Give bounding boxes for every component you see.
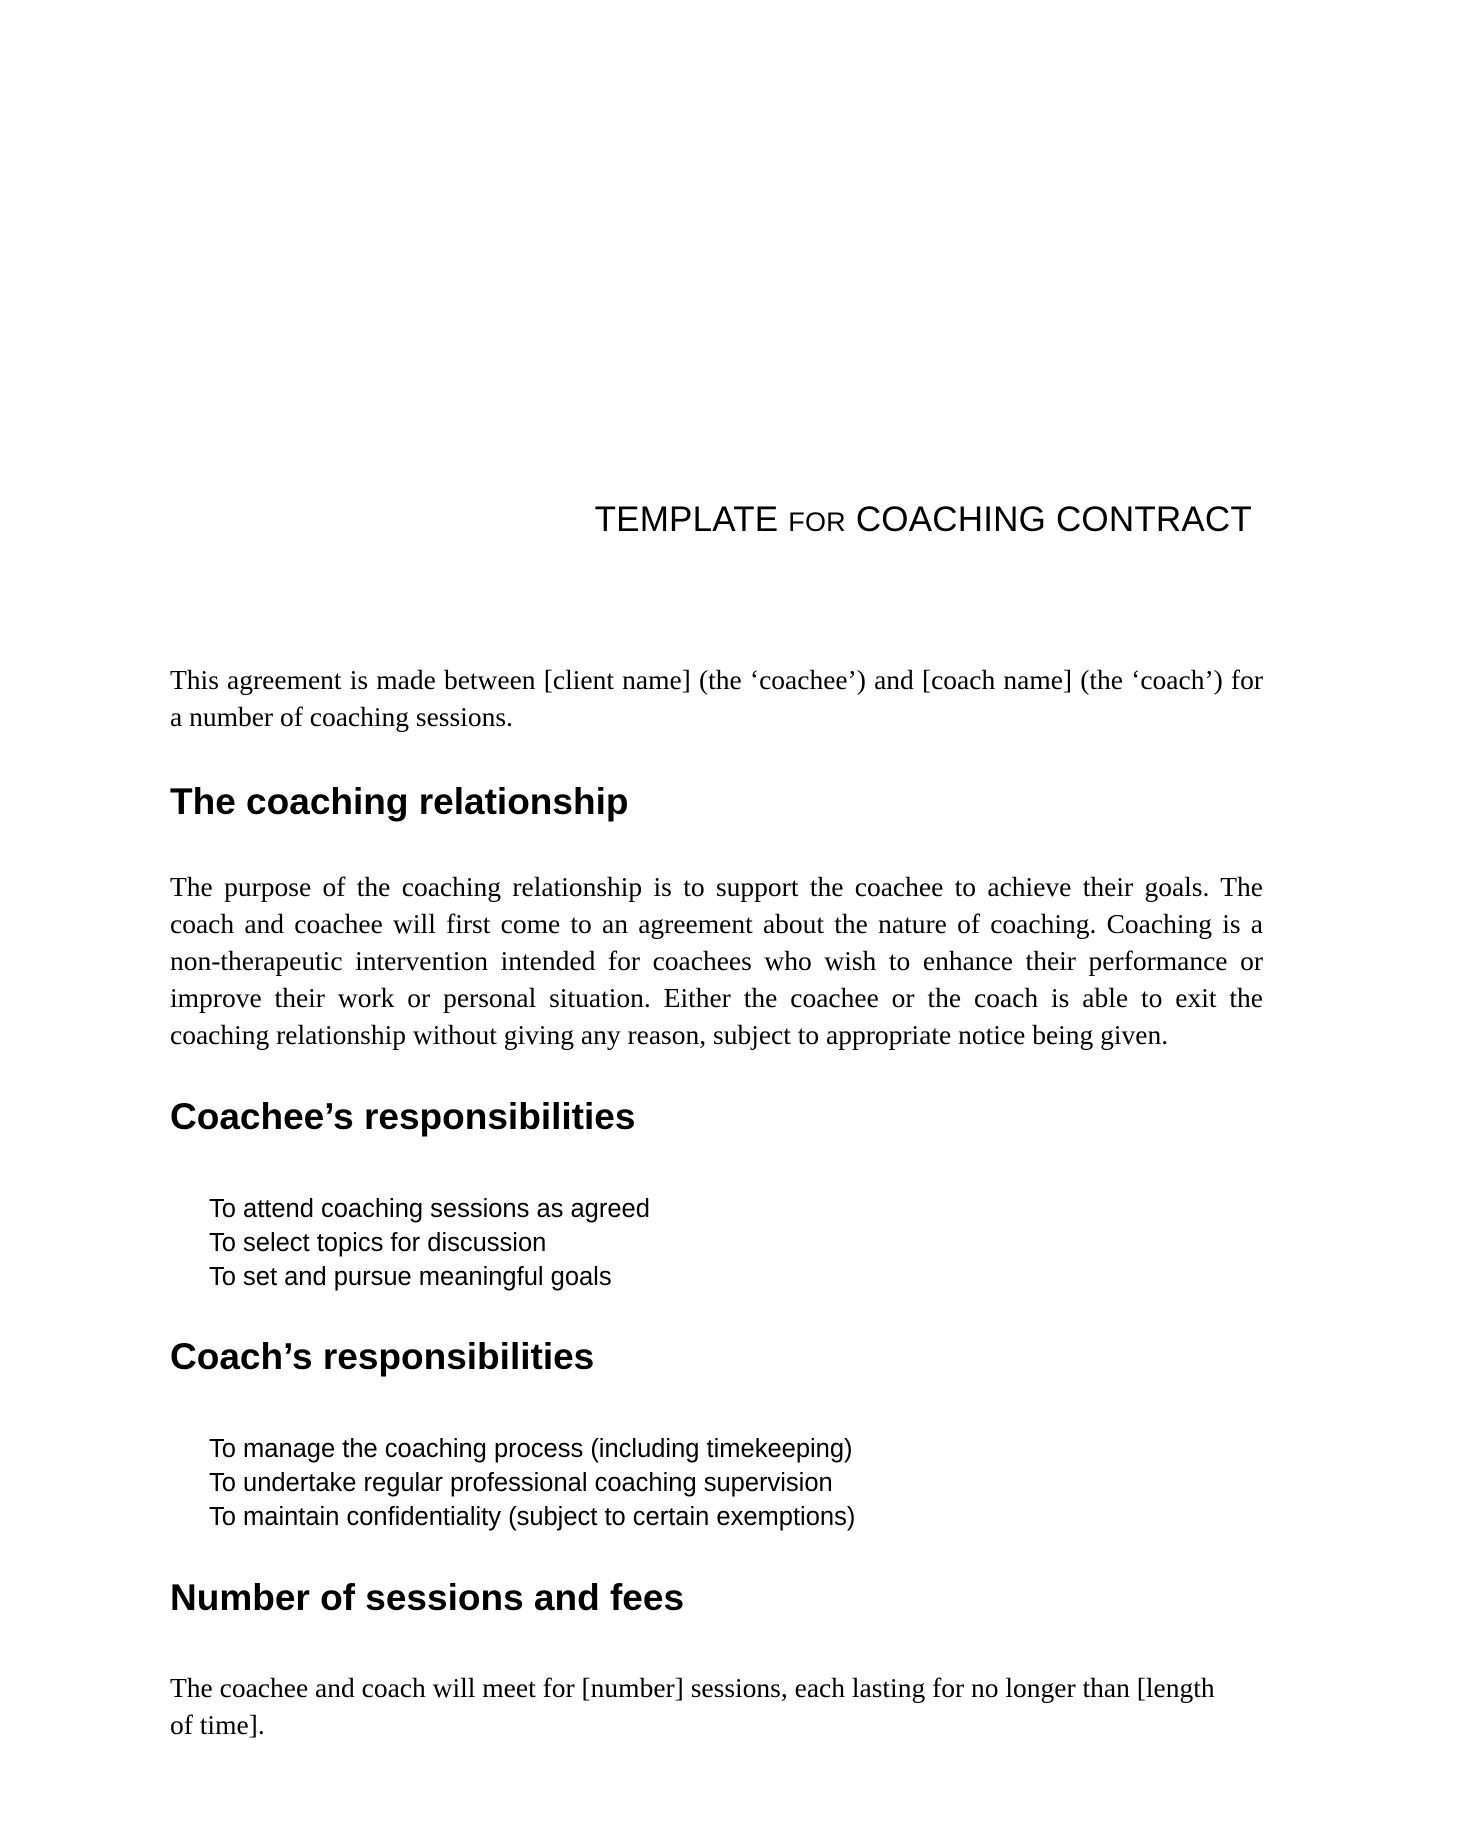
title-word-for: FOR <box>788 507 846 537</box>
document-title <box>595 498 1252 544</box>
coach-responsibilities-list <box>170 1432 1302 1534</box>
list-item: To maintain confidentiality (subject to certain exemptions) <box>209 1503 856 1531</box>
section-heading-sessions-and-fees: Number of sessions and fees <box>170 1577 685 1618</box>
sessions-and-fees-paragraph: The coachee and coach will meet for [number] sessions, each lasting for no longer than [length of time]. <box>170 1672 1215 1740</box>
list-item: To set and pursue meaningful goals <box>209 1263 612 1291</box>
list-item: To undertake regular professional coaching supervision <box>209 1469 833 1497</box>
title-word-template: TEMPLATE <box>594 500 779 539</box>
list-item: To attend coaching sessions as agreed <box>209 1195 650 1223</box>
title-words-coaching-contract: COACHING CONTRACT <box>855 500 1252 539</box>
section-heading-coachee-responsibilities: Coachee’s responsibilities <box>170 1096 636 1137</box>
coachee-responsibilities-list <box>170 1192 1302 1294</box>
section-heading-coaching-relationship: The coaching relationship <box>170 781 629 822</box>
intro-paragraph: This agreement is made between [client name] (the ‘coachee’) and [coach name] (the ‘coach’) for a number of coaching sessions. <box>170 664 1263 732</box>
list-item: To manage the coaching process (including timekeeping) <box>209 1435 853 1463</box>
section-heading-coach-responsibilities: Coach’s responsibilities <box>170 1336 595 1377</box>
coaching-relationship-paragraph: The purpose of the coaching relationship is to support the coachee to achieve their goals. The coach and coachee will first come to an agreement about the nature of coaching. Coaching is a non-therapeutic intervention intended for coachees who wish to enhance their performance or improve their work or personal situation. Either the coachee or the coach is able to exit the coaching relationship without giving any reason, subject to appropriate notice being given. <box>170 871 1263 1050</box>
list-item: To select topics for discussion <box>209 1229 547 1257</box>
